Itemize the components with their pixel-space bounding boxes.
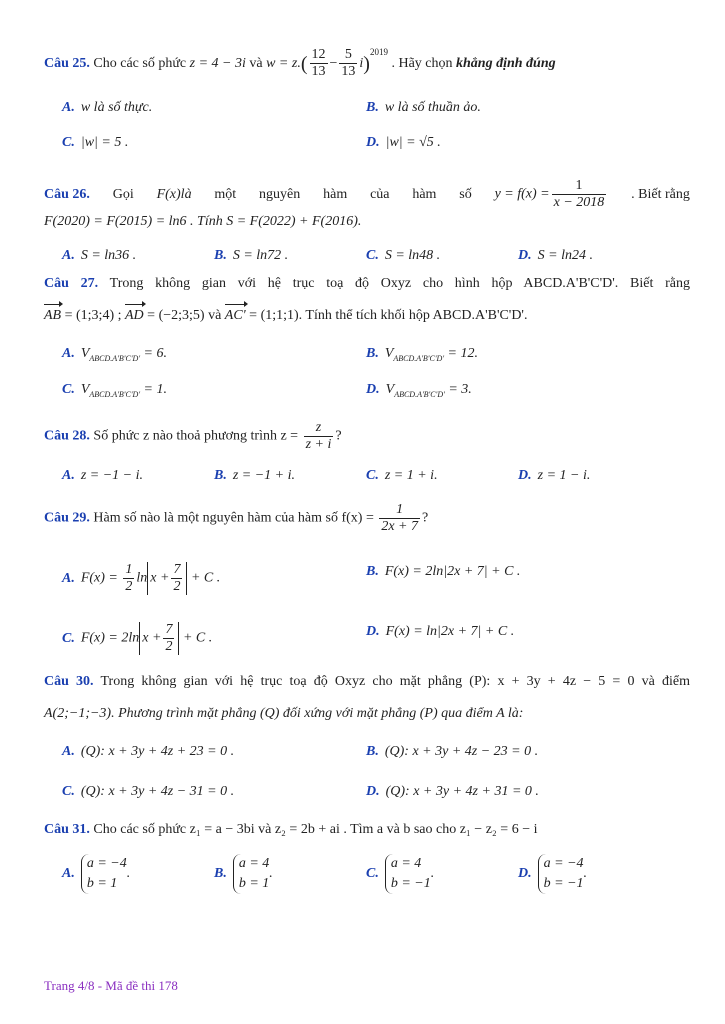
- question-26: [44, 178, 690, 211]
- vector-value: = (1;1;1). Tính thể tích khối hộp ABCD.A'B'C'D'.: [245, 308, 528, 323]
- option-label: B.: [366, 564, 379, 579]
- option-label: C.: [62, 630, 75, 646]
- word: của: [370, 186, 390, 202]
- frac-den: 13: [341, 64, 356, 80]
- option-c[interactable]: [62, 782, 234, 802]
- option-label: A.: [62, 744, 75, 759]
- option-c[interactable]: [62, 622, 212, 655]
- option-c[interactable]: [366, 246, 440, 266]
- question-mark: ?: [422, 510, 429, 526]
- option-text: w là số thực.: [80, 100, 153, 115]
- equation-system: [385, 854, 431, 894]
- option-text: S = ln48 .: [384, 248, 441, 263]
- option-text: z = −1 + i.: [232, 468, 296, 483]
- word: số: [459, 186, 472, 202]
- system-line: b = 1: [86, 876, 118, 891]
- question-text: Số phức z nào thoả phương trình z =: [93, 428, 299, 444]
- vector-ac: AC': [225, 306, 246, 326]
- option-text: (Q): x + 3y + 4z + 31 = 0 .: [385, 784, 539, 799]
- option-a[interactable]: [62, 246, 136, 266]
- question-27-line2: [44, 306, 690, 326]
- equation-system: [538, 854, 584, 894]
- question-text: Trong không gian với hệ trục toạ độ Oxyz cho mặt phẳng (P): x + 3y + 4z − 5 = 0 và điểm: [100, 674, 690, 689]
- question-text: . Hãy chọn: [391, 56, 453, 71]
- option-label: B.: [214, 468, 227, 483]
- option-label: A.: [62, 248, 75, 263]
- minus-sign: −: [329, 56, 338, 71]
- question-number: Câu 30.: [44, 674, 94, 689]
- option-b[interactable]: [214, 466, 295, 486]
- word: hàm: [323, 186, 348, 202]
- option-label: D.: [366, 135, 380, 150]
- system-line: a = −4: [86, 856, 127, 871]
- paren-open: (: [300, 52, 308, 75]
- option-label: C.: [62, 135, 75, 150]
- frac-num: 1: [379, 502, 420, 519]
- frac-num: 5: [339, 47, 357, 64]
- option-b[interactable]: [214, 854, 273, 894]
- system-line: b = −1: [390, 876, 431, 891]
- frac-num: z: [304, 420, 334, 437]
- option-a[interactable]: [62, 344, 167, 369]
- abs-value: [139, 622, 179, 655]
- option-b[interactable]: [366, 562, 520, 582]
- question-28: [44, 420, 690, 453]
- frac-den: 2: [125, 579, 133, 594]
- option-label: C.: [366, 866, 379, 882]
- option-text: z = 1 + i.: [384, 468, 438, 483]
- option-label: D.: [366, 784, 380, 799]
- option-a[interactable]: [62, 466, 143, 486]
- option-text: = 3.: [444, 382, 472, 397]
- math-y: y = f(x) =: [494, 186, 550, 202]
- option-label: B.: [214, 866, 227, 882]
- subscript: ABCD.A'B'C'D': [394, 390, 445, 399]
- option-d[interactable]: [366, 380, 472, 405]
- fraction: [339, 47, 357, 80]
- option-text: |w| = √5 .: [385, 135, 441, 150]
- option-label: A.: [62, 468, 75, 483]
- frac-num: 7: [173, 562, 181, 577]
- option-label: D.: [518, 248, 532, 263]
- question-text: A(2;−1;−3). Phương trình mặt phẳng (Q) đối xứng với mặt phẳng (P) qua điểm A là:: [44, 706, 524, 721]
- equation-system: [233, 854, 269, 894]
- question-26-line2: [44, 212, 690, 232]
- question-text: Cho các số phức z₁ = a − 3bi và z₂ = 2b + ai . Tìm a và b sao cho z₁ − z₂ = 6 − i: [93, 822, 538, 837]
- question-number: Câu 25.: [44, 56, 90, 71]
- frac-num: 1: [552, 178, 607, 195]
- option-a[interactable]: [62, 854, 130, 894]
- option-text: = 6.: [140, 346, 167, 361]
- abs-value: [147, 562, 187, 595]
- option-text: (Q): x + 3y + 4z − 23 = 0 .: [384, 744, 539, 759]
- option-text: + C .: [179, 630, 213, 646]
- option-label: A.: [62, 346, 75, 361]
- option-d[interactable]: [518, 854, 587, 894]
- option-label: B.: [366, 744, 379, 759]
- subscript: ABCD.A'B'C'D': [393, 354, 445, 363]
- frac-num: 7: [165, 622, 173, 637]
- question-29: [44, 502, 690, 535]
- option-b[interactable]: [366, 98, 481, 118]
- option-label: D.: [518, 468, 532, 483]
- option-text: (Q): x + 3y + 4z + 23 = 0 .: [80, 744, 235, 759]
- fraction: [123, 562, 134, 595]
- option-c[interactable]: [366, 466, 438, 486]
- option-label: B.: [366, 346, 379, 361]
- frac-den: 2x + 7: [381, 519, 419, 534]
- question-30: [44, 672, 690, 692]
- question-27: [44, 274, 690, 294]
- volume-symbol: V: [80, 382, 90, 397]
- question-text: F(2020) = F(2015) = ln6 . Tính S = F(2022) + F(2016).: [44, 214, 362, 229]
- question-number: Câu 29.: [44, 510, 90, 526]
- option-text: w là số thuần ảo.: [384, 100, 481, 115]
- word: nguyên: [259, 186, 301, 202]
- system-line: b = −1: [543, 876, 584, 891]
- option-text: F(x) = 2ln|2x + 7| + C .: [384, 564, 521, 579]
- volume-symbol: V: [384, 346, 394, 361]
- option-d[interactable]: [518, 466, 590, 486]
- system-line: a = 4: [390, 856, 422, 871]
- system-line: b = 1: [238, 876, 270, 891]
- option-text: S = ln24 .: [537, 248, 593, 263]
- fraction: [304, 420, 334, 453]
- paren-close: ): [363, 52, 370, 75]
- vector-value: = (1;3;4) ;: [61, 308, 122, 323]
- option-text: + C .: [187, 570, 221, 586]
- option-c[interactable]: [62, 380, 167, 405]
- frac-den: x − 2018: [553, 195, 605, 210]
- option-text: (Q): x + 3y + 4z − 31 = 0 .: [80, 784, 235, 799]
- option-label: C.: [62, 784, 75, 799]
- option-text: = 12.: [444, 346, 478, 361]
- question-number: Câu 28.: [44, 428, 90, 444]
- option-a[interactable]: [62, 562, 220, 595]
- question-number: Câu 31.: [44, 822, 90, 837]
- vector-ad: AD: [125, 306, 144, 326]
- option-a[interactable]: [62, 742, 234, 762]
- subscript: ABCD.A'B'C'D': [89, 390, 141, 399]
- period: .: [269, 866, 273, 882]
- fraction: [163, 622, 174, 655]
- frac-den: 2: [173, 579, 181, 594]
- option-label: B.: [214, 248, 227, 263]
- option-text: F(x) = 2ln: [80, 630, 140, 646]
- fraction: [171, 562, 182, 595]
- question-text: Trong không gian với hệ trục toạ độ Oxyz cho hình hộp ABCD.A'B'C'D'. Biết rằng: [109, 276, 690, 291]
- math-i: i: [359, 56, 364, 71]
- word: một: [214, 186, 237, 202]
- exponent: 2019: [369, 47, 388, 57]
- fraction: [379, 502, 420, 535]
- emphasis-text: khẳng định đúng: [456, 56, 556, 71]
- option-label: C.: [62, 382, 75, 397]
- question-25: [44, 42, 690, 80]
- question-30-line2: [44, 704, 690, 724]
- option-label: C.: [366, 468, 379, 483]
- option-label: A.: [62, 100, 75, 115]
- abs-inner: x +: [150, 570, 170, 586]
- period: .: [583, 866, 588, 882]
- option-text: F(x) =: [80, 570, 118, 586]
- question-mark: ?: [335, 428, 342, 444]
- option-d[interactable]: [518, 246, 593, 266]
- option-text: F(x) = ln|2x + 7| + C .: [385, 624, 515, 639]
- option-label: D.: [366, 382, 380, 397]
- option-label: D.: [366, 624, 380, 639]
- option-label: D.: [518, 866, 532, 882]
- question-text: . Biết rằng: [631, 186, 690, 202]
- option-a[interactable]: [62, 98, 152, 118]
- text-and: và: [249, 56, 263, 71]
- option-d[interactable]: [366, 782, 539, 802]
- vector-value: = (−2;3;5) và: [143, 308, 222, 323]
- option-c[interactable]: [366, 854, 434, 894]
- volume-symbol: V: [80, 346, 90, 361]
- frac-num: 1: [125, 562, 133, 577]
- math-z: z = 4 − 3i: [189, 56, 246, 71]
- system-line: a = 4: [238, 856, 270, 871]
- question-number: Câu 26.: [44, 186, 90, 202]
- volume-symbol: V: [385, 382, 395, 397]
- option-c[interactable]: [62, 133, 128, 153]
- frac-den: z + i: [305, 437, 332, 452]
- option-text: z = −1 − i.: [80, 468, 144, 483]
- fraction: [310, 47, 328, 80]
- option-b[interactable]: [366, 344, 478, 369]
- option-text: S = ln36 .: [80, 248, 137, 263]
- period: .: [126, 866, 131, 882]
- option-d[interactable]: [366, 133, 441, 153]
- question-number: Câu 27.: [44, 276, 99, 291]
- option-text: S = ln72 .: [232, 248, 289, 263]
- word: Gọi: [112, 186, 134, 202]
- option-d[interactable]: [366, 622, 514, 642]
- page-footer: Trang 4/8 - Mã đề thi 178: [44, 978, 178, 993]
- math-w: w = z.: [266, 56, 301, 71]
- frac-num: 12: [311, 47, 326, 63]
- question-text: Cho các số phức: [93, 56, 187, 71]
- option-label: C.: [366, 248, 379, 263]
- fraction: [552, 178, 607, 211]
- equation-system: [81, 854, 127, 894]
- frac-den: 2: [165, 639, 173, 654]
- option-label: B.: [366, 100, 379, 115]
- option-text: = 1.: [140, 382, 167, 397]
- question-text: Hàm số nào là một nguyên hàm của hàm số f(x) =: [93, 510, 374, 526]
- question-31: [44, 820, 690, 840]
- word: hàm: [412, 186, 437, 202]
- subscript: ABCD.A'B'C'D': [89, 354, 141, 363]
- vector-ab: AB: [44, 306, 61, 326]
- word: F(x)là: [156, 186, 192, 202]
- ln: ln: [136, 570, 148, 586]
- option-label: A.: [62, 866, 75, 882]
- option-label: A.: [62, 570, 75, 586]
- frac-den: 13: [311, 64, 326, 80]
- system-line: a = −4: [543, 856, 584, 871]
- option-b[interactable]: [214, 246, 288, 266]
- option-text: z = 1 − i.: [537, 468, 591, 483]
- period: .: [430, 866, 435, 882]
- option-text: |w| = 5 .: [80, 135, 129, 150]
- option-b[interactable]: [366, 742, 538, 762]
- abs-inner: x +: [142, 630, 162, 646]
